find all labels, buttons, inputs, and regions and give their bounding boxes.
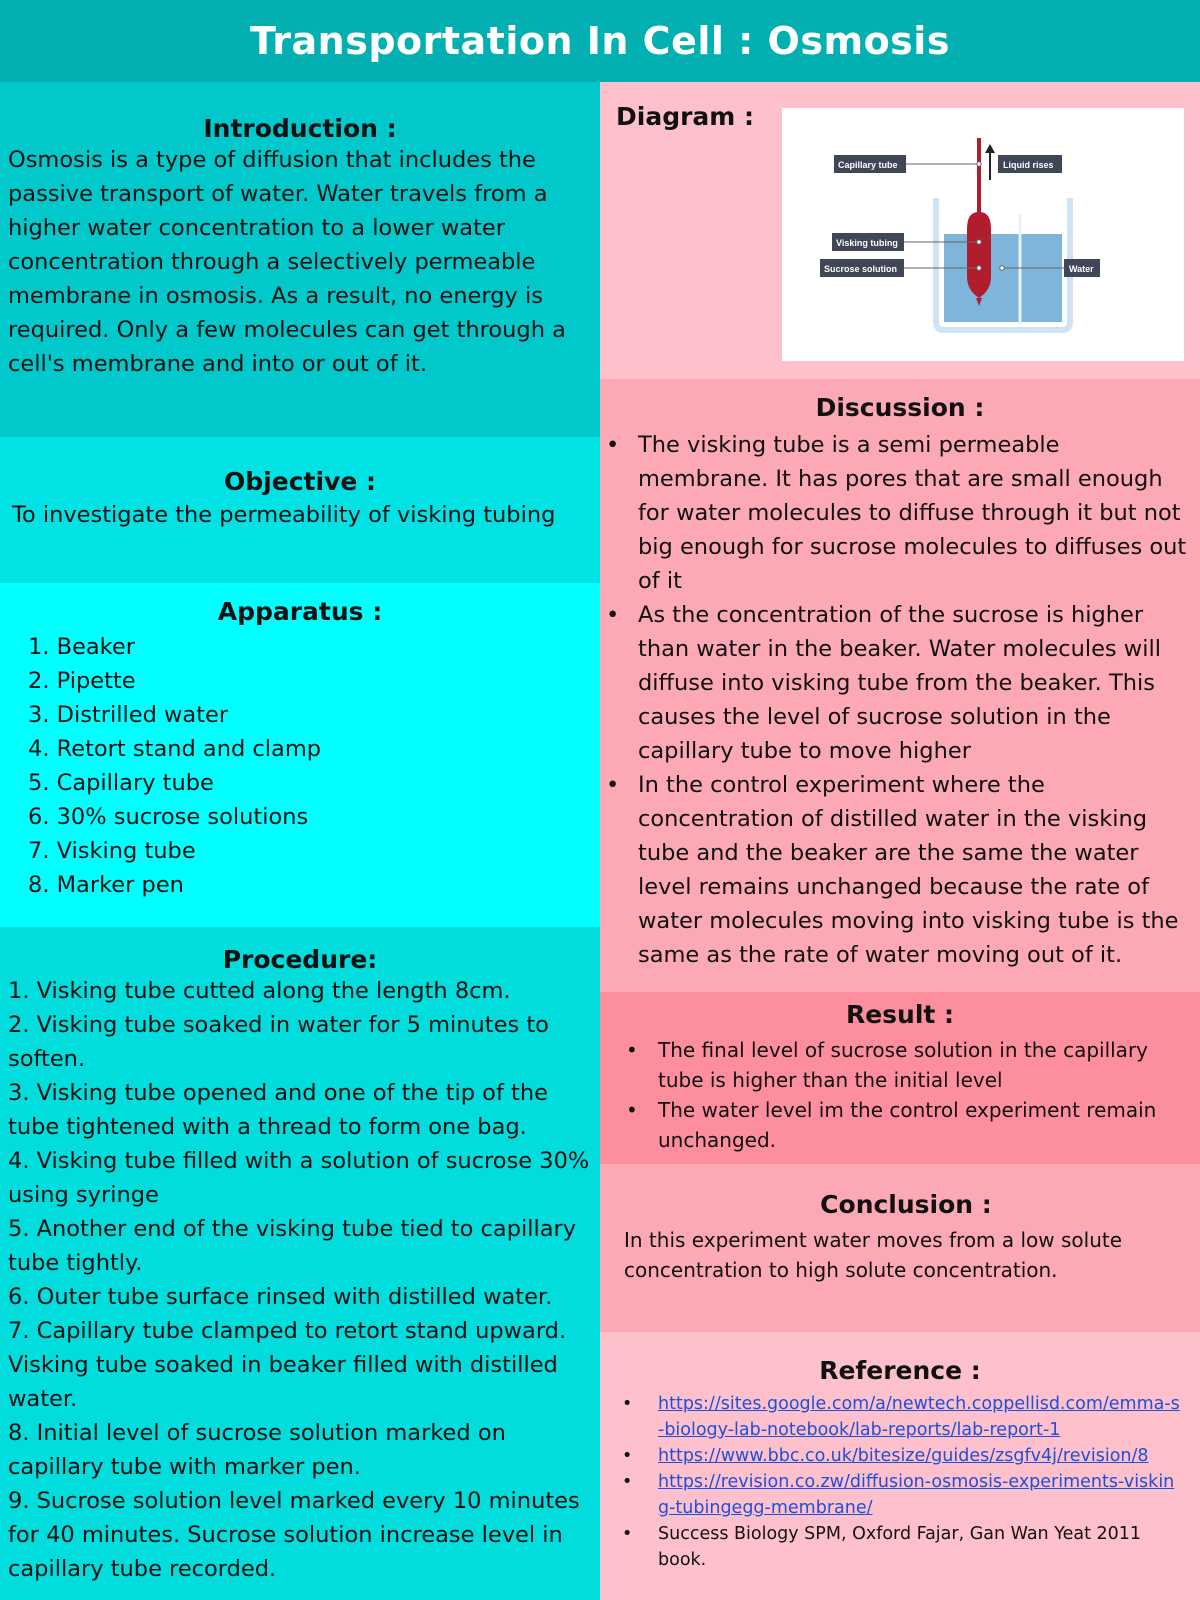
introduction-text: Osmosis is a type of diffusion that includes the passive transport of water. Water travels from a higher water concentration to a lower water concentration through a selectively permeable membrane in osmosis. As a result, no energy is required. Only a few molecules can get through a cell's membrane and into or out of it. (8, 147, 566, 377)
procedure-step: 4. Visking tube filled with a solution of sucrose 30% using syringe (8, 1148, 590, 1208)
apparatus-list (8, 630, 592, 902)
arrow-head-icon (985, 144, 995, 153)
result-text: The final level of sucrose solution in the capillary tube is higher than the initial level (658, 1038, 1148, 1092)
apparatus-item: 5. Capillary tube (28, 770, 214, 796)
bullet-icon: • (626, 1038, 638, 1062)
visking-dot (977, 240, 981, 244)
procedure-step: 6. Outer tube surface rinsed with distilled water. (8, 1284, 553, 1310)
procedure-section (0, 927, 600, 1600)
bullet-icon: • (626, 1098, 638, 1122)
objective-heading: Objective : (224, 467, 376, 496)
result-text: The water level im the control experiment remain unchanged. (658, 1098, 1157, 1152)
bullet-icon: • (606, 772, 620, 798)
discussion-point (600, 428, 1200, 598)
capillary-label: Capillary tube (838, 160, 898, 170)
conclusion-text: In this experiment water moves from a low solute concentration to high solute concentration. (624, 1228, 1123, 1282)
apparatus-section (0, 583, 600, 927)
capillary-dot (977, 162, 981, 166)
bullet-icon: • (622, 1394, 633, 1414)
sucrose-dot (977, 266, 981, 270)
beaker-water (944, 234, 1062, 322)
osmosis-diagram-svg (782, 108, 1184, 361)
discussion-point (600, 768, 1200, 972)
bullet-icon: • (622, 1472, 633, 1492)
discussion-list (600, 428, 1200, 972)
discussion-text: In the control experiment where the concentration of distilled water in the visking tube and the beaker are the same the water level remains unchanged because the rate of water molecules moving into visking tube is the same as the rate of water moving out of it. (638, 772, 1179, 968)
reference-item (600, 1391, 1200, 1443)
discussion-section (600, 379, 1200, 992)
objective-section (0, 437, 600, 583)
reference-item (600, 1469, 1200, 1521)
reference-link[interactable]: https://www.bbc.co.uk/bitesize/guides/zsgfv4j/revision/8 (658, 1446, 1149, 1466)
conclusion-section (600, 1164, 1200, 1332)
water-label: Water (1069, 264, 1094, 274)
procedure-step: 7. Capillary tube clamped to retort stand upward. Visking tube soaked in beaker filled with distilled water. (8, 1318, 567, 1412)
procedure-list (8, 974, 592, 1586)
result-heading: Result : (845, 1000, 955, 1029)
reference-list (600, 1391, 1200, 1573)
procedure-step: 5. Another end of the visking tube tied to capillary tube tightly. (8, 1216, 577, 1276)
bullet-icon: • (606, 602, 620, 628)
apparatus-item: 6. 30% sucrose solutions (28, 804, 309, 830)
apparatus-item: 1. Beaker (28, 634, 136, 660)
diagram-heading: Diagram : (616, 102, 755, 131)
result-list (600, 1035, 1200, 1155)
liquid-rises-label: Liquid rises (1003, 160, 1054, 170)
objective-text: To investigate the permeability of visking tubing (12, 502, 556, 528)
osmosis-diagram (782, 108, 1184, 361)
apparatus-item: 4. Retort stand and clamp (28, 736, 322, 762)
water-dot (1000, 266, 1004, 270)
reference-section (600, 1332, 1200, 1600)
apparatus-item: 2. Pipette (28, 668, 136, 694)
apparatus-item: 7. Visking tube (28, 838, 196, 864)
conclusion-heading: Conclusion : (820, 1190, 992, 1219)
procedure-step: 9. Sucrose solution level marked every 10 minutes for 40 minutes. Sucrose solution increase level in capillary tube recorded. (8, 1488, 580, 1582)
result-point (600, 1035, 1200, 1095)
reference-book: Success Biology SPM, Oxford Fajar, Gan Wan Yeat 2011 book. (658, 1524, 1142, 1570)
visking-bag-icon (967, 212, 991, 298)
procedure-step: 3. Visking tube opened and one of the tip of the tube tightened with a thread to form one bag. (8, 1080, 548, 1140)
apparatus-item: 8. Marker pen (28, 872, 184, 898)
bullet-icon: • (606, 432, 620, 458)
diagram-section (600, 82, 1200, 379)
introduction-section (0, 82, 600, 437)
result-point (600, 1095, 1200, 1155)
reference-link[interactable]: https://sites.google.com/a/newtech.coppellisd.com/emma-s-biology-lab-notebook/lab-reports/lab-report-1 (658, 1394, 1180, 1440)
discussion-text: As the concentration of the sucrose is higher than water in the beaker. Water molecules will diffuse into visking tube from the beaker. This causes the level of sucrose solution in the capillary tube to move higher (638, 602, 1161, 764)
bullet-icon: • (622, 1524, 633, 1544)
apparatus-item: 3. Distrilled water (28, 702, 229, 728)
reference-item (600, 1521, 1200, 1573)
introduction-heading: Introduction : (203, 114, 397, 143)
procedure-step: 8. Initial level of sucrose solution marked on capillary tube with marker pen. (8, 1420, 506, 1480)
reference-item (600, 1443, 1200, 1469)
visking-label: Visking tubing (836, 238, 898, 248)
procedure-step: 1. Visking tube cutted along the length 8cm. (8, 978, 511, 1004)
bullet-icon: • (622, 1446, 633, 1466)
apparatus-heading: Apparatus : (217, 597, 383, 626)
page-title: Transportation In Cell : Osmosis (0, 0, 1200, 82)
procedure-heading: Procedure: (222, 945, 378, 974)
reference-heading: Reference : (819, 1356, 981, 1385)
result-section (600, 992, 1200, 1164)
sucrose-label: Sucrose solution (824, 264, 898, 274)
discussion-heading: Discussion : (815, 393, 985, 422)
discussion-point (600, 598, 1200, 768)
reference-link[interactable]: https://revision.co.zw/diffusion-osmosis-experiments-visking-tubingegg-membrane/ (658, 1472, 1175, 1518)
discussion-text: The visking tube is a semi permeable membrane. It has pores that are small enough for water molecules to diffuse through it but not big enough for sucrose molecules to diffuses out of it (638, 432, 1187, 594)
procedure-step: 2. Visking tube soaked in water for 5 minutes to soften. (8, 1012, 549, 1072)
